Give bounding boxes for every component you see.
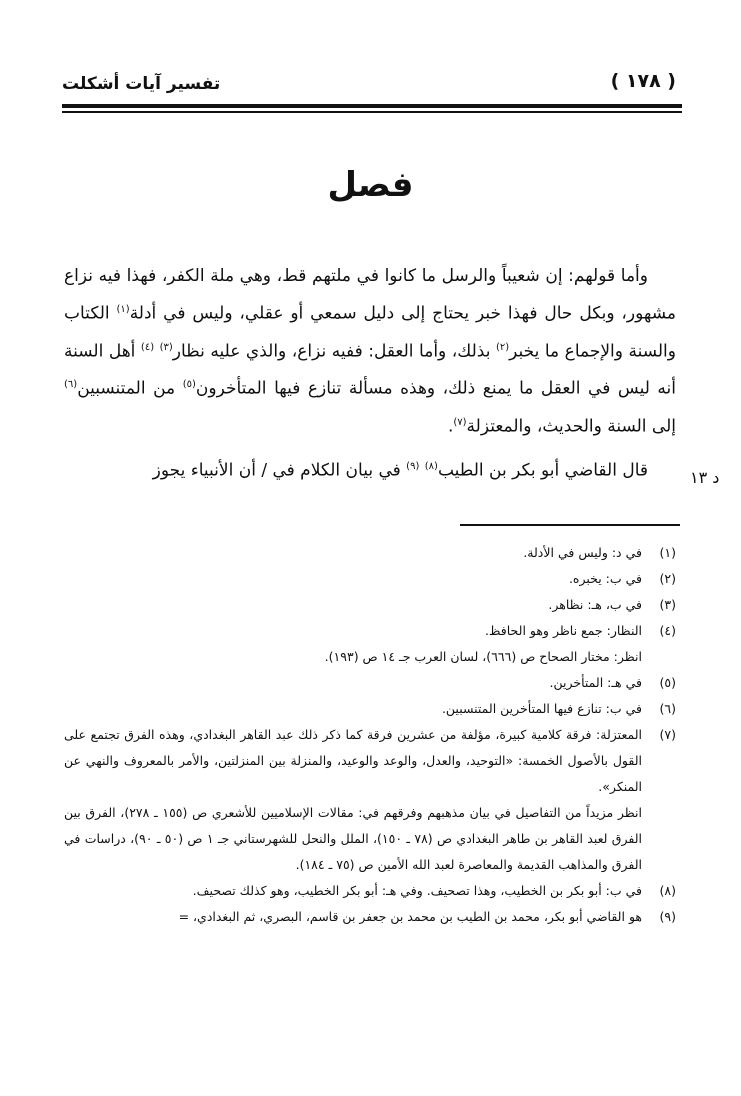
text-run: قال القاضي أبو بكر بن الطيب	[437, 460, 648, 481]
footnote-line: في ب: تنازع فيها المتأخرين المتنسبين.	[441, 701, 642, 716]
footnote	[64, 592, 676, 618]
footnote-line: هو القاضي أبو بكر، محمد بن الطيب بن محمد بن جعفر بن قاسم، البصري، ثم البغدادي، =	[178, 909, 642, 924]
footnote	[64, 566, 676, 592]
footnote	[64, 722, 676, 878]
footnote	[64, 696, 676, 722]
footnote	[64, 618, 676, 670]
footnote-line: في هـ: المتأخرين.	[549, 675, 642, 690]
header-rule-thick	[62, 104, 682, 108]
footnote-number: (٣)	[659, 597, 676, 612]
footnote-line: في ب: يخبره.	[568, 571, 642, 586]
footnote-ref-3: (٣)	[159, 341, 173, 353]
footnote-line: النظار: جمع ناظر وهو الحافظ.	[484, 623, 642, 638]
footnote-number: (١)	[659, 545, 676, 560]
footnote-line: انظر: مختار الصحاح ص (٦٦٦)، لسان العرب جـ ١٤ ص (١٩٣).	[324, 649, 642, 664]
running-header	[62, 62, 682, 102]
footnote-separator	[460, 524, 680, 526]
footnote-number: (٨)	[659, 883, 676, 898]
footnote	[64, 878, 676, 904]
footnote-line: في ب، هـ: نظاهر.	[548, 597, 642, 612]
footnote	[64, 904, 676, 930]
footnote-number: (٢)	[659, 571, 676, 586]
text-run: إلى السنة والحديث، والمعتزلة	[466, 416, 676, 437]
footnote-ref-5: (٥)	[182, 379, 196, 391]
book-title: تفسير آيات أشكلت	[62, 74, 221, 94]
text-run: وأما قولهم: إن شعيباً والرسل ما كانوا في ملتهم قط، وهي ملة الكفر، فهذا فيه نزاع مشهور، وبكل حال فهذا خبر يحتاج إلى دليل سمعي أو عقلي، وليس في أدلة	[64, 266, 676, 324]
text-run: بذلك، وأما العقل: ففيه نزاع، والذي عليه نظار	[172, 341, 496, 362]
footnote-line: المعتزلة: فرقة كلامية كبيرة، مؤلفة من عشرين فرقة كما ذكر ذلك عبد القاهر البغدادي، وهذه الفرق تجتمع على القول بالأصول الخمسة: «التوحيد، والعدل، والوعد والوعيد، والمنزلة بين المنزلتين، والأمر بالمعروف والنهي عن المنكر».	[64, 727, 642, 794]
footnote-number: (٩)	[659, 909, 676, 924]
footnote-number: (٤)	[659, 623, 676, 638]
footnote-ref-2: (٢)	[495, 341, 510, 353]
footnote-line: انظر مزيداً من التفاصيل في بيان مذهبهم وفرقهم في: مقالات الإسلاميين للأشعري ص (١٥٥ ـ ٢٧٨)، الفرق بين الفرق لعبد القاهر بن طاهر البغدادي ص (٧٨ ـ ١٥٠)، الملل والنحل للشهرستاني جـ ١ ص (٥٠ ـ ٩٠)، دراسات في الفرق والمذاهب القديمة والمعاصرة لعبد الله الأمين ص (٧٥ ـ ١٨٤).	[64, 805, 642, 872]
text-run: أهل السنة أنه ليس في العقل ما يمنع ذلك، وهذه مسألة تنازع فيها المتأخرون	[64, 341, 676, 399]
footnote-number: (٦)	[659, 701, 676, 716]
text-run: من المتنسبين	[77, 378, 183, 399]
footnote-line: في د: وليس في الأدلة.	[523, 545, 642, 560]
text-run: الكتاب والسنة والإجماع ما يخبر	[64, 303, 676, 362]
footnote-ref-8: (٨)	[424, 460, 438, 472]
page-number: ( ١٧٨ )	[610, 70, 676, 92]
footnotes	[64, 540, 676, 930]
footnote-number: (٧)	[659, 727, 676, 742]
footnote	[64, 540, 676, 566]
paragraph-1	[64, 260, 676, 444]
footnote-ref-4: (٤)	[140, 341, 155, 353]
footnote-ref-6: (٦)	[64, 379, 78, 391]
footnote-number: (٥)	[659, 675, 676, 690]
footnote-ref-9: (٩)	[406, 460, 420, 472]
section-title: فصل	[327, 165, 414, 205]
footnote-ref-7: (٧)	[453, 416, 467, 428]
footnote	[64, 670, 676, 696]
footnote-ref-1: (١)	[116, 304, 130, 315]
footnote-line: في ب: أبو بكر بن الخطيب، وهذا تصحيف. وفي هـ: أبو بكر الخطيب، وهو كذلك تصحيف.	[192, 883, 642, 898]
main-text	[64, 260, 676, 487]
paragraph-2	[64, 450, 676, 488]
manuscript-margin-note: د ١٣	[690, 468, 720, 487]
text-run: .	[447, 416, 454, 437]
text-run: في بيان الكلام في / أن الأنبياء يجوز	[152, 460, 407, 481]
header-rule-thin	[62, 111, 682, 113]
